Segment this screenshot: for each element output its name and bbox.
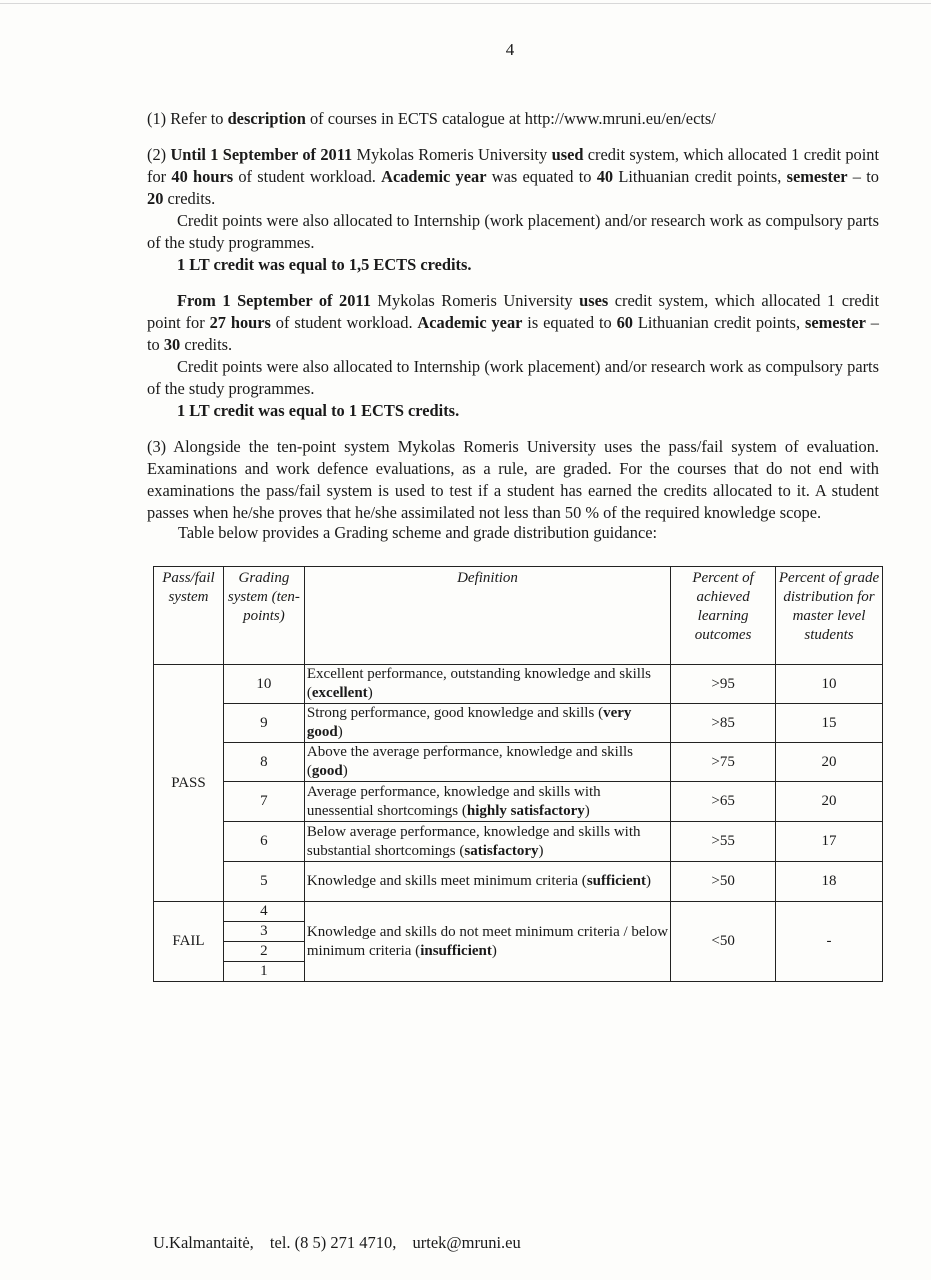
text: – to (147, 313, 879, 354)
text: used (551, 145, 584, 164)
text: 30 (163, 335, 181, 354)
text: (2) (147, 145, 171, 164)
definition-cell: Below average performance, knowledge and skills with substantial shortcomings (satisfactory) (304, 822, 670, 862)
text: of student workload. (270, 313, 418, 332)
note-1 (147, 108, 879, 130)
grade-cell: 9 (223, 704, 304, 743)
distribution-cell: 10 (776, 665, 883, 704)
text: credit system, which allocated 1 credit point for (147, 291, 880, 332)
text: Lithuanian credit points, (613, 167, 787, 186)
text: Mykolas Romeris University (352, 145, 552, 164)
page-number: 4 (505, 40, 515, 59)
grade-cell: 8 (223, 743, 304, 782)
header-percent-outcomes: Percent of achieved learning outcomes (671, 567, 776, 665)
grade-cell: 2 (223, 942, 304, 962)
note-2-conversion: 1 LT credit was equal to 1,5 ECTS credits. (177, 255, 472, 274)
footer-email[interactable]: urtek@mruni.eu (412, 1233, 521, 1252)
distribution-cell: 20 (776, 782, 883, 822)
document-body (147, 108, 879, 542)
table-row (154, 902, 883, 922)
header-definition: Definition (304, 567, 670, 665)
fail-label: FAIL (154, 902, 224, 982)
text: was equated to (486, 167, 597, 186)
text: 60 (616, 313, 633, 332)
header-percent-distribution: Percent of grade distribution for master level students (776, 567, 883, 665)
distribution-cell: 17 (776, 822, 883, 862)
text: of student workload. (233, 167, 382, 186)
outcomes-cell: >65 (671, 782, 776, 822)
outcomes-cell: >75 (671, 743, 776, 782)
text: 20 (147, 189, 164, 208)
text: uses (579, 291, 609, 310)
outcomes-cell: >85 (671, 704, 776, 743)
outcomes-cell: >55 (671, 822, 776, 862)
note-1-text: of courses in ECTS catalogue at http://www.mruni.eu/en/ects/ (305, 109, 716, 128)
outcomes-cell: >95 (671, 665, 776, 704)
table-intro: Table below provides a Grading scheme and grade distribution guidance: (178, 523, 658, 542)
distribution-cell: 18 (776, 862, 883, 902)
header-passfail: Pass/fail system (154, 567, 224, 665)
definition-cell: Knowledge and skills meet minimum criteria (sufficient) (304, 862, 670, 902)
footer-name: U.Kalmantaitė, (153, 1233, 254, 1252)
top-rule (0, 3, 931, 4)
note-2-paragraph (147, 144, 879, 210)
note-2b-credit-paragraph: Credit points were also allocated to Internship (work placement) and/or research work as compulsory parts of the study programmes. (147, 357, 879, 398)
note-2b-conversion: 1 LT credit was equal to 1 ECTS credits. (177, 401, 460, 420)
footer-phone: tel. (8 5) 271 4710, (269, 1233, 397, 1252)
table-header-row (154, 567, 883, 665)
distribution-cell: 20 (776, 743, 883, 782)
table-row (154, 665, 883, 704)
text: Academic year (417, 313, 523, 332)
fail-outcomes-cell: <50 (671, 902, 776, 982)
definition-cell: Excellent performance, outstanding knowledge and skills (excellent) (304, 665, 670, 704)
text: Lithuanian credit points, (632, 313, 805, 332)
text: semester (786, 167, 848, 186)
text: credits. (180, 335, 233, 354)
grade-cell: 5 (223, 862, 304, 902)
note-2-credit-paragraph: Credit points were also allocated to Internship (work placement) and/or research work as compulsory parts of the study programmes. (147, 211, 879, 252)
grade-cell: 6 (223, 822, 304, 862)
table-row (154, 822, 883, 862)
table-row (154, 743, 883, 782)
grade-cell: 4 (223, 902, 304, 922)
text: 40 hours (171, 167, 234, 186)
table-row (154, 862, 883, 902)
grading-table (153, 566, 883, 982)
text: is equated to (522, 313, 617, 332)
text: From 1 September of 2011 (177, 291, 371, 310)
definition-cell: Above the average performance, knowledge and skills (good) (304, 743, 670, 782)
header-grading: Grading system (ten-points) (223, 567, 304, 665)
grade-cell: 10 (223, 665, 304, 704)
pass-label: PASS (154, 665, 224, 902)
text: credit system, which allocated 1 credit point for (147, 145, 880, 186)
text: 27 hours (209, 313, 271, 332)
text: – to (847, 167, 879, 186)
fail-definition-cell: Knowledge and skills do not meet minimum criteria / below minimum criteria (insufficient) (304, 902, 670, 982)
definition-cell: Average performance, knowledge and skills with unessential shortcomings (highly satisfactory) (304, 782, 670, 822)
text: Mykolas Romeris University (370, 291, 580, 310)
table-row (154, 704, 883, 743)
note-2b-paragraph (147, 290, 879, 356)
definition-cell: Strong performance, good knowledge and skills (very good) (304, 704, 670, 743)
outcomes-cell: >50 (671, 862, 776, 902)
text: Until 1 September of 2011 (170, 145, 353, 164)
grade-cell: 1 (223, 962, 304, 982)
grade-cell: 3 (223, 922, 304, 942)
distribution-cell: 15 (776, 704, 883, 743)
footer-contact (153, 1233, 533, 1253)
text: Academic year (381, 167, 487, 186)
text: 40 (596, 167, 614, 186)
fail-distribution-cell: - (776, 902, 883, 982)
note-3-paragraph: (3) Alongside the ten-point system Mykolas Romeris University uses the pass/fail system of evaluation. Examinations and work defence evaluations, as a rule, are graded. For the courses that do not end with examinations the pass/fail system is used to test if a student has earned the credits allocated to it. A student passes when he/she proves that he/she assimilated not less than 50 % of the required knowledge scope. (147, 437, 879, 522)
grade-cell: 7 (223, 782, 304, 822)
note-1-text: (1) Refer to (147, 109, 228, 128)
note-1-bold: description (227, 109, 306, 128)
text: credits. (163, 189, 216, 208)
text: semester (804, 313, 866, 332)
table-row (154, 782, 883, 822)
